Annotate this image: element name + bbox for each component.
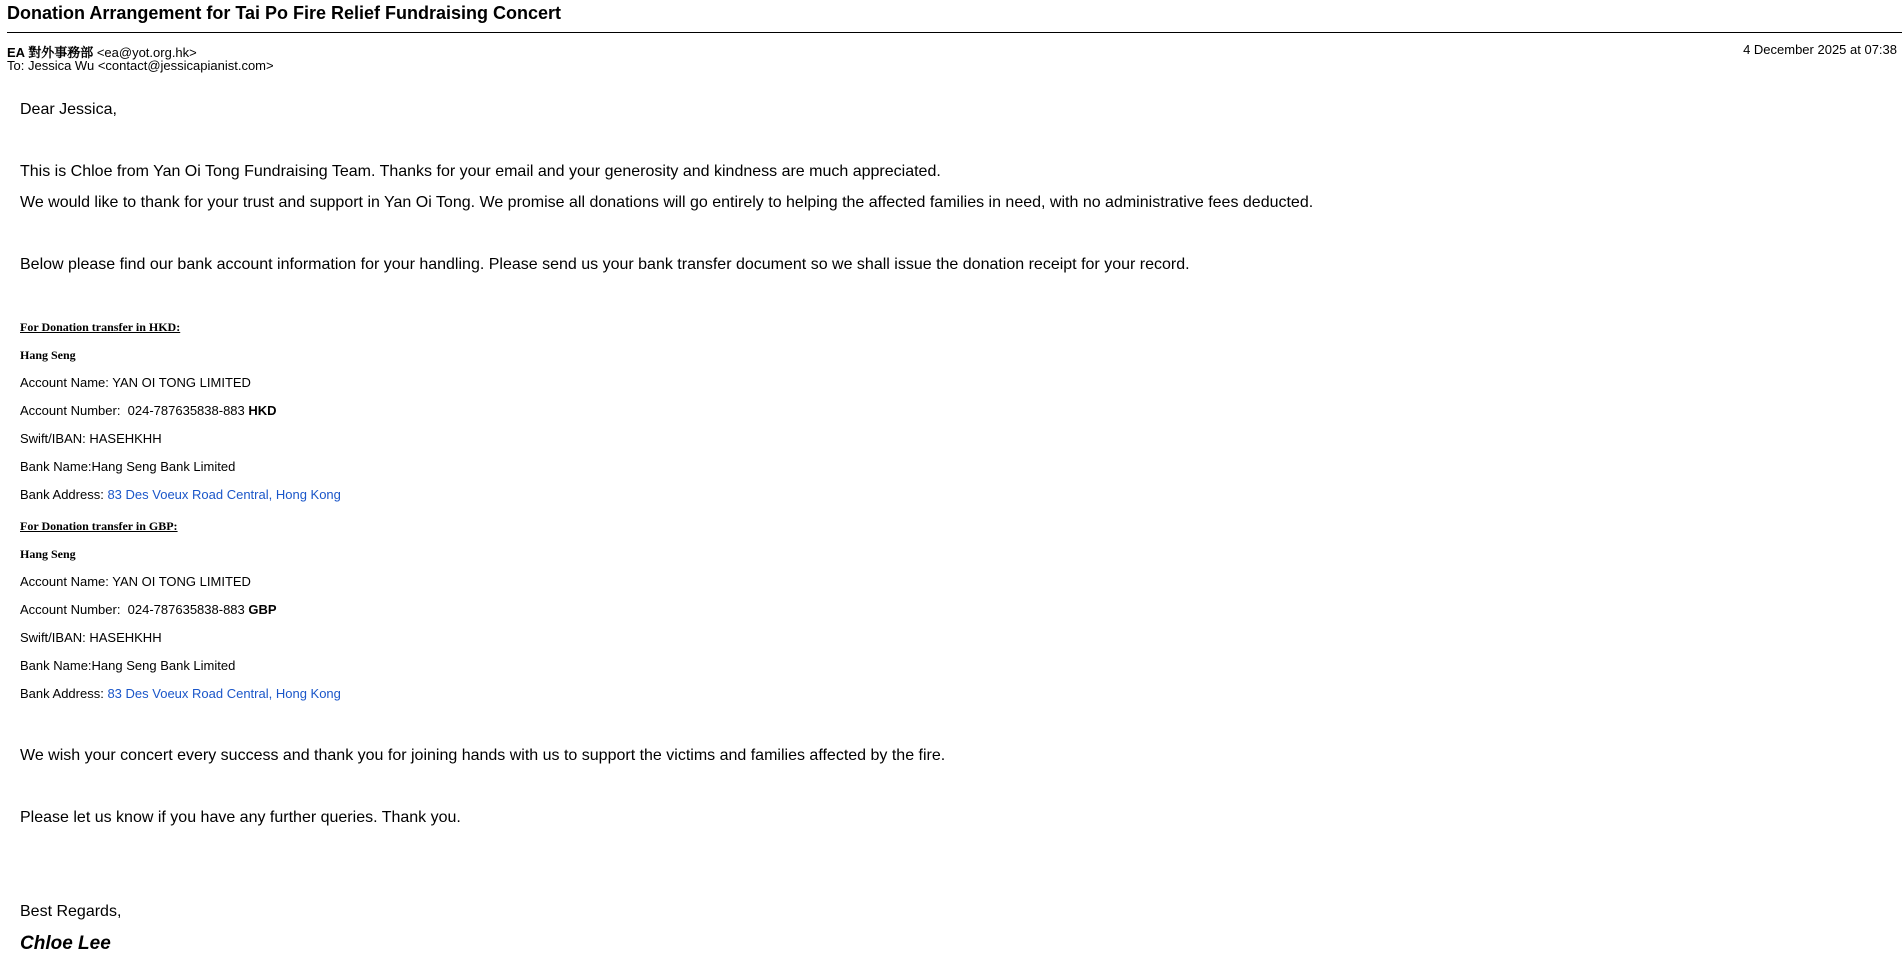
hkd-currency: HKD [248,403,277,418]
gbp-bank-short: Hang Seng [20,547,76,561]
paragraph-thanks: We would like to thank for your trust and support in Yan Oi Tong. We promise all donations will go entirely to helping the affected families in need, with no administrative fees deducted. [20,194,1314,211]
recipient-name: Jessica Wu [27,58,95,73]
recipient-line [7,58,274,73]
hkd-bank-name: Bank Name:Hang Seng Bank Limited [20,459,236,474]
hkd-swift: Swift/IBAN: HASEHKHH [20,431,162,446]
gbp-bank-address [20,686,341,701]
recipient-label: To: [7,58,25,73]
sender-email: <ea@yot.org.hk> [96,45,197,60]
hkd-address-sep: , [268,487,276,502]
paragraph-bank-info: Below please find our bank account information for your handling. Please send us your bank transfer document so we shall issue the donation receipt for your record. [20,256,1190,273]
hkd-address-link-street[interactable]: 83 Des Voeux Road Central [107,487,269,502]
hkd-heading: For Donation transfer in HKD: [20,320,181,334]
paragraph-wishes: We wish your concert every success and thank you for joining hands with us to support the victims and families affected by the fire. [20,747,946,764]
gbp-address-link-street[interactable]: 83 Des Voeux Road Central [107,686,269,701]
gbp-address-sep: , [268,686,276,701]
email-subject: Donation Arrangement for Tai Po Fire Relief Fundraising Concert [7,3,562,23]
gbp-account-name: Account Name: YAN OI TONG LIMITED [20,574,251,589]
hkd-account-number-text: Account Number: 024-787635838-883 [20,403,249,418]
greeting: Dear Jessica, [20,101,117,118]
gbp-account-number-text: Account Number: 024-787635838-883 [20,602,249,617]
email-date: 4 December 2025 at 07:38 [1743,42,1897,57]
closing: Best Regards, [20,903,122,920]
gbp-address-label: Bank Address: [20,686,108,701]
hkd-address-label: Bank Address: [20,487,108,502]
gbp-bank-name: Bank Name:Hang Seng Bank Limited [20,658,236,673]
gbp-address-link-city[interactable]: Hong Kong [275,686,341,701]
hkd-address-link-city[interactable]: Hong Kong [275,487,341,502]
recipient-email: <contact@jessicapianist.com> [97,58,274,73]
hkd-bank-short: Hang Seng [20,348,76,362]
header-divider [7,32,1902,33]
gbp-currency: GBP [248,602,277,617]
hkd-account-number [20,403,277,418]
paragraph-intro: This is Chloe from Yan Oi Tong Fundraising Team. Thanks for your email and your generosity and kindness are much appreciated. [20,163,941,180]
gbp-account-number [20,602,277,617]
paragraph-queries: Please let us know if you have any further queries. Thank you. [20,809,461,826]
gbp-heading: For Donation transfer in GBP: [20,519,178,533]
sender-name: EA 對外事務部 [7,45,94,60]
gbp-swift: Swift/IBAN: HASEHKHH [20,630,162,645]
hkd-account-name: Account Name: YAN OI TONG LIMITED [20,375,251,390]
signature: Chloe Lee [20,933,111,954]
hkd-bank-address [20,487,341,502]
